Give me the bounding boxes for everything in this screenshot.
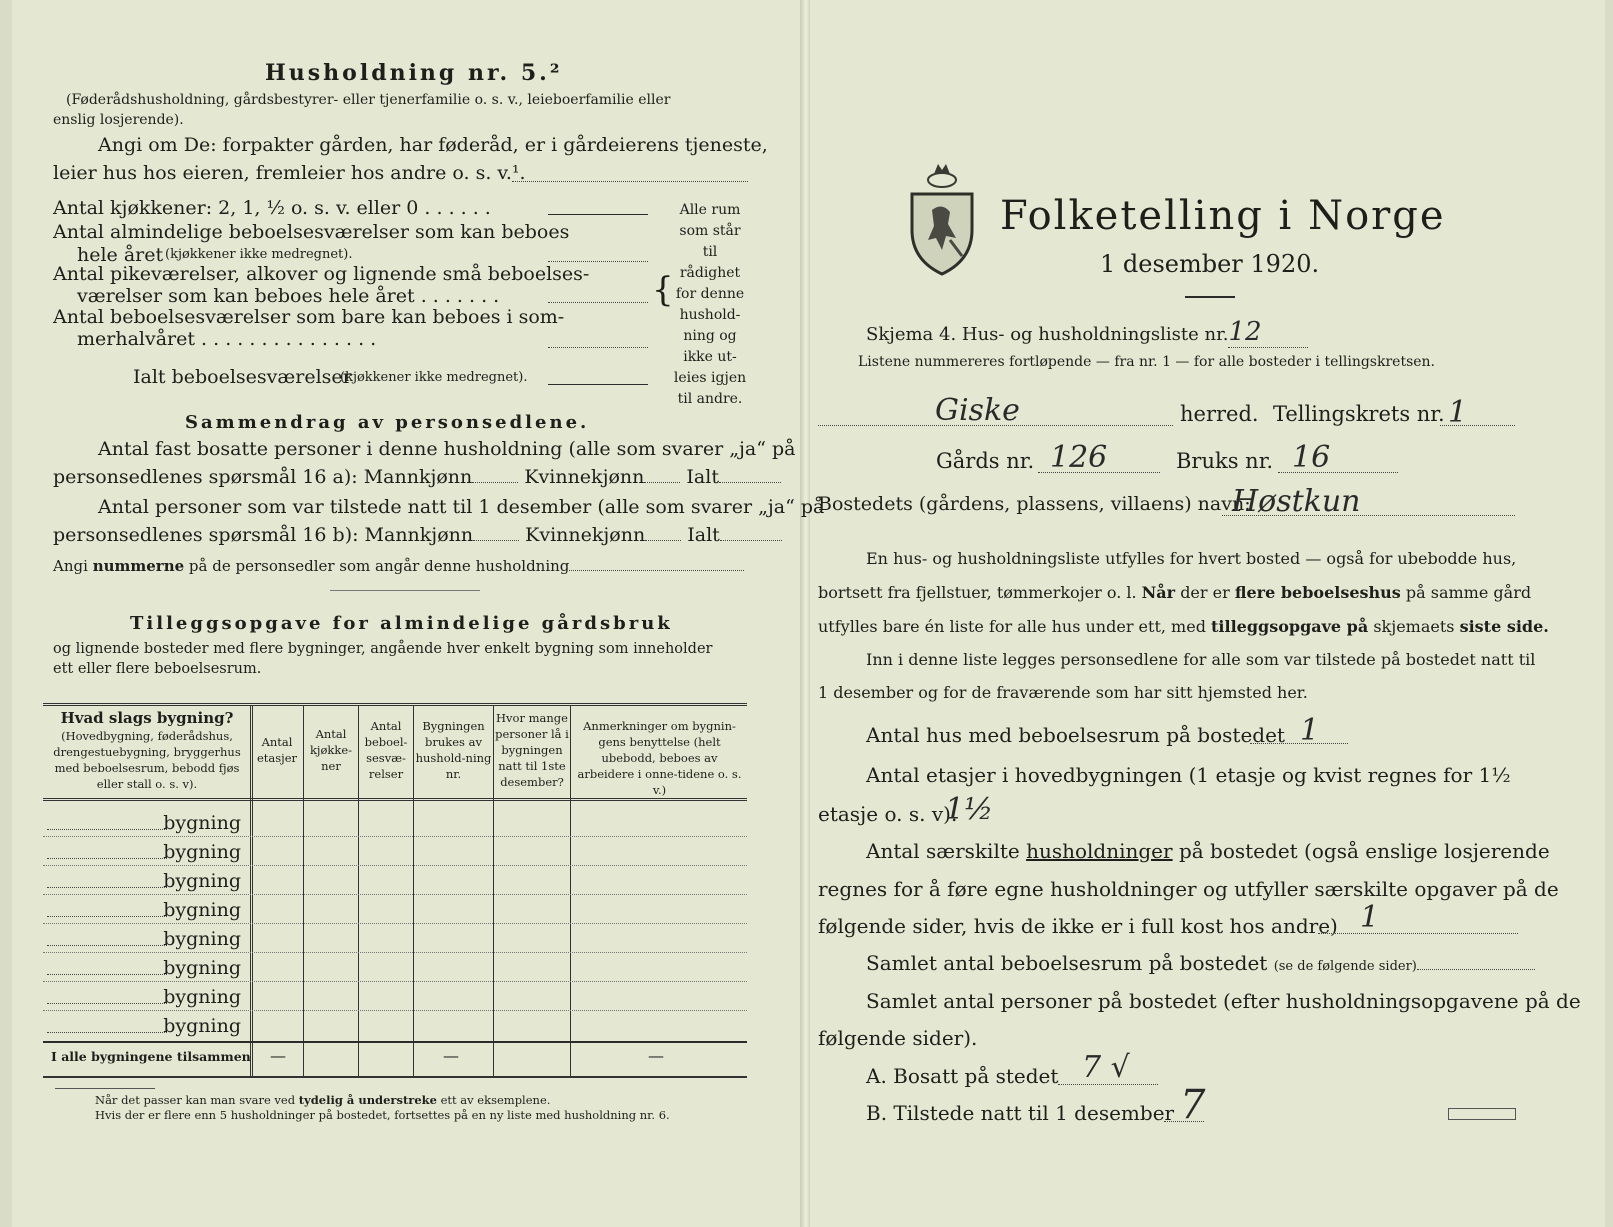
- q-rum-field[interactable]: [1417, 969, 1535, 970]
- rooms-ordinary: Antal almindelige beboelsesværelser som kan beboes: [53, 221, 570, 243]
- q-rum-text: Samlet antal beboelsesrum på bostedet: [866, 951, 1268, 975]
- herred-label: herred.: [1180, 402, 1259, 426]
- rooms-ordinary-note: (kjøkkener ikke medregnet).: [165, 247, 353, 262]
- b-field[interactable]: [1164, 1120, 1204, 1122]
- summary-1-kvinne-field[interactable]: [644, 482, 680, 483]
- building-row[interactable]: [43, 953, 247, 981]
- bracket-note-line: til andre.: [677, 391, 743, 407]
- tillegg-title: Tilleggsopgave for almindelige gårdsbruk: [130, 613, 673, 634]
- table-row-rule: [43, 981, 747, 982]
- bracket-note: [670, 200, 750, 410]
- angi-nummer-field[interactable]: [569, 570, 744, 571]
- summary-line-1a: Antal fast bosatte personer i denne husholdning (alle som svarer „ja“ på: [98, 438, 796, 460]
- header-building-type: [45, 708, 249, 792]
- para-2a: Inn i denne liste legges personsedlene for alle som var tilstede på bostedet natt til: [866, 650, 1536, 669]
- rooms-kitchens: Antal kjøkkener: 2, 1, ½ o. s. v. eller 0 . . . . . .: [53, 197, 491, 219]
- angi-line-1: Angi om De: forpakter gården, har føderåd, er i gårdeierens tjeneste,: [98, 134, 768, 156]
- q-pers-1: Samlet antal personer på bostedet (efter husholdningsopgavene på de: [866, 989, 1581, 1013]
- q-hush-1-post: på bostedet (også enslige losjerende: [1178, 839, 1550, 863]
- bostedets-field[interactable]: [1222, 514, 1515, 516]
- q-hush-3: følgende sider, hvis de ikke er i full kost hos andre): [818, 914, 1338, 938]
- bruks-label: Bruks nr.: [1176, 449, 1274, 473]
- summary-2-mann-field[interactable]: [473, 540, 519, 541]
- census-date: 1 desember 1920.: [1100, 250, 1320, 278]
- q-hus: Antal hus med beboelsesrum på bostedet: [866, 723, 1285, 747]
- gards-label: Gårds nr.: [936, 449, 1035, 473]
- angi-line-2: leier hus hos eieren, fremleier hos andre o. s. v.¹.: [53, 162, 526, 184]
- para-1c-bold-2: siste side.: [1459, 617, 1549, 636]
- skjema-line: [866, 317, 1308, 348]
- total-remarks-dash: —: [648, 1046, 664, 1065]
- building-row-label: bygning: [163, 841, 241, 863]
- q-etasjer-value[interactable]: 1½: [945, 792, 994, 827]
- table-row-rule: [43, 952, 747, 953]
- para-1a: En hus- og husholdningsliste utfylles for hvert bosted — også for ubebodde hus,: [866, 549, 1517, 568]
- para-1b-mid: der er: [1180, 583, 1230, 602]
- printer-stamp: [1448, 1108, 1516, 1120]
- building-row[interactable]: [43, 895, 247, 923]
- list-number-field[interactable]: 12: [1228, 317, 1308, 348]
- para-1c: [818, 617, 1549, 636]
- building-row-field[interactable]: [47, 945, 167, 946]
- q-hush-1: [866, 839, 1550, 863]
- building-row[interactable]: [43, 982, 247, 1010]
- header-persons: Hvor mange personer lå i bygningen natt til 1ste desember?: [495, 711, 569, 789]
- footnote-1-bold: tydelig å understreke: [298, 1093, 437, 1107]
- building-row-field[interactable]: [47, 916, 167, 917]
- footnote-1-pre: Når det passer kan man svare ved: [95, 1093, 296, 1107]
- household-heading: Husholdning nr. 5.²: [265, 60, 563, 86]
- header-building-title: Hvad slags bygning?: [60, 709, 234, 727]
- angi-nummer-bold: nummerne: [92, 557, 185, 575]
- table-row-rule: [43, 836, 747, 837]
- q-etasjer-1: Antal etasjer i hovedbygningen (1 etasje og kvist regnes for 1½: [866, 763, 1511, 787]
- footnote-2: Hvis der er flere enn 5 husholdninger på bostedet, fortsettes på en ny liste med husholdning nr. 6.: [95, 1108, 670, 1122]
- bostedets-value[interactable]: Høstkun: [1232, 484, 1361, 519]
- total-label: I alle bygningene tilsammen: [51, 1049, 251, 1064]
- para-1b: [818, 583, 1531, 602]
- herred-field[interactable]: [818, 424, 1173, 426]
- tillegg-line-2: ett eller flere beboelsesrum.: [53, 661, 262, 677]
- footnote-rule: [55, 1088, 155, 1089]
- summary-1b-text: personsedlenes spørsmål 16 a): Mannkjønn: [53, 466, 473, 488]
- summary-2-kvinne-field[interactable]: [645, 540, 681, 541]
- q-rum-small: (se de følgende sider): [1273, 959, 1417, 974]
- para-1b-post: på samme gård: [1405, 583, 1532, 602]
- a-value[interactable]: 7 √: [1082, 1050, 1130, 1085]
- rooms-ordinary-2: hele året: [77, 244, 164, 266]
- a-label: A. Bosatt på stedet: [866, 1064, 1059, 1088]
- summary-1-ialt-label: Ialt: [686, 466, 719, 488]
- bracket-note-line: Alle rum: [679, 202, 741, 218]
- building-row-label: bygning: [163, 986, 241, 1008]
- rooms-total: Ialt beboelsesværelser: [133, 366, 352, 388]
- building-row[interactable]: [43, 866, 247, 894]
- footnote-1: [95, 1093, 550, 1107]
- table-row-rule: [43, 923, 747, 924]
- table-header-rule: [43, 798, 747, 804]
- building-row[interactable]: [43, 837, 247, 865]
- gards-value[interactable]: 126: [1050, 440, 1108, 475]
- table-col-divider: [570, 706, 571, 1076]
- bostedets-label: Bostedets (gårdens, plassens, villaens) navn:: [818, 493, 1251, 515]
- summary-1-kvinne-label: Kvinnekjønn: [524, 466, 645, 488]
- rooms-maid-field[interactable]: [548, 301, 648, 303]
- bruks-field[interactable]: [1278, 471, 1398, 473]
- rooms-summer-field[interactable]: [548, 346, 648, 348]
- summary-2-ialt-field[interactable]: [720, 540, 782, 541]
- rooms-ordinary-field[interactable]: [548, 260, 648, 262]
- bruks-value[interactable]: 16: [1292, 440, 1331, 475]
- tellingskrets-value[interactable]: 1: [1448, 395, 1468, 430]
- rooms-total-field[interactable]: [548, 384, 648, 385]
- q-hush-field[interactable]: [1318, 932, 1518, 934]
- summary-2-ialt-label: Ialt: [687, 524, 720, 546]
- building-row-field[interactable]: [47, 887, 167, 888]
- building-row[interactable]: [43, 924, 247, 952]
- para-1b-bold-1: Når: [1141, 583, 1176, 602]
- bracket-note-line: leies igjen: [673, 370, 747, 386]
- q-etasjer-2: etasje o. s. v).: [818, 802, 958, 826]
- table-total-rule: [43, 1041, 747, 1043]
- building-row[interactable]: [43, 1011, 247, 1039]
- skjema-text: Skjema 4. Hus- og husholdningsliste nr.: [866, 324, 1229, 345]
- building-row-label: bygning: [163, 812, 241, 834]
- angi-nummer-pre: Angi: [53, 557, 88, 575]
- tellingskrets-label: Tellingskrets nr.: [1273, 402, 1445, 426]
- header-floors: Antal etasjer: [256, 735, 298, 765]
- rooms-kitchens-field[interactable]: [548, 214, 648, 215]
- angi-nummer-post: på de personsedler som angår denne husholdning: [188, 557, 570, 575]
- q-rum: [866, 951, 1535, 975]
- para-1c-mid: skjemaets: [1373, 617, 1455, 636]
- rooms-maid: Antal pikeværelser, alkover og lignende små beboelses-: [53, 263, 590, 285]
- building-row-field[interactable]: [47, 858, 167, 859]
- header-remarks: Anmerkninger om bygnin-gens benyttelse (helt ubebodd, beboes av arbeidere i onne-tidene o. s. v.): [577, 719, 742, 797]
- para-1c-bold-1: tilleggsopgave på: [1211, 617, 1369, 636]
- tellingskrets-field[interactable]: [1440, 424, 1515, 426]
- section-divider: [330, 590, 480, 591]
- building-row-field[interactable]: [47, 974, 167, 975]
- para-2b: 1 desember og for de fraværende som har sitt hjemsted her.: [818, 683, 1308, 702]
- building-row-label: bygning: [163, 1015, 241, 1037]
- b-label: B. Tilstede natt til 1 desember: [866, 1101, 1175, 1125]
- rooms-bracket: {: [652, 270, 674, 310]
- table-row-rule: [43, 865, 747, 866]
- summary-line-2b: [53, 524, 782, 546]
- q-hus-value[interactable]: 1: [1300, 713, 1320, 748]
- header-building-text: (Hovedbygning, føderådshus, drengestuebygning, bryggerhus med beboelsesrum, bebodd fjøs eller stall o. s. v).: [53, 729, 241, 791]
- para-1c-pre: utfylles bare én liste for alle hus under ett, med: [818, 617, 1206, 636]
- q-hush-1-underlined: husholdninger: [1026, 839, 1173, 863]
- household-intro-1: (Føderådshusholdning, gårdsbestyrer- eller tjenerfamilie o. s. v., leieboerfamilie eller: [66, 92, 671, 108]
- summary-2b-text: personsedlenes spørsmål 16 b): Mannkjønn: [53, 524, 474, 546]
- bracket-note-line: som står til: [679, 223, 741, 260]
- herred-value[interactable]: Giske: [935, 393, 1020, 428]
- rooms-summer-2: merhalvåret . . . . . . . . . . . . . . .: [77, 328, 377, 350]
- building-row-label: bygning: [163, 870, 241, 892]
- header-rooms: Antal beboel-sesvæ-relser: [364, 719, 408, 781]
- main-title: Folketelling i Norge: [1000, 193, 1446, 239]
- table-row-rule: [43, 1010, 747, 1011]
- bracket-note-line: rådighet: [679, 265, 741, 281]
- building-row-label: bygning: [163, 957, 241, 979]
- building-row-label: bygning: [163, 899, 241, 921]
- summary-line-1b: [53, 466, 781, 488]
- q-hus-field[interactable]: [1250, 742, 1348, 744]
- a-field[interactable]: [1058, 1083, 1158, 1085]
- coat-of-arms-icon: [906, 160, 978, 278]
- rooms-maid-2: værelser som kan beboes hele året . . . . . . .: [77, 285, 500, 307]
- q-hush-value[interactable]: 1: [1360, 900, 1380, 935]
- total-floors-dash: —: [270, 1046, 286, 1065]
- para-1b-pre: bortsett fra fjellstuer, tømmerkojer o. l.: [818, 583, 1137, 602]
- angi-nummerne: [53, 557, 744, 575]
- q-pers-2: følgende sider).: [818, 1026, 978, 1050]
- angi-answer-line[interactable]: [512, 180, 748, 182]
- q-hush-2: regnes for å føre egne husholdninger og utfyller særskilte opgaver på de: [818, 877, 1559, 901]
- summary-line-2a: Antal personer som var tilstede natt til 1 desember (alle som svarer „ja“ på: [98, 496, 825, 518]
- building-row-field[interactable]: [47, 1003, 167, 1004]
- bracket-note-line: ikke ut-: [683, 349, 737, 365]
- rooms-total-note: (kjøkkener ikke medregnet).: [340, 370, 528, 385]
- q-hush-1-pre: Antal særskilte: [866, 839, 1020, 863]
- household-intro-2: enslig losjerende).: [53, 112, 184, 128]
- listene-note: Listene nummereres fortløpende — fra nr. 1 — for alle bosteder i tellingskretsen.: [858, 354, 1436, 370]
- summary-1-mann-field[interactable]: [472, 482, 518, 483]
- summary-2-kvinne-label: Kvinnekjønn: [525, 524, 646, 546]
- b-value[interactable]: 7: [1180, 1082, 1206, 1128]
- bracket-note-line: hushold-: [679, 307, 741, 323]
- building-row-field[interactable]: [47, 829, 167, 830]
- building-row-field[interactable]: [47, 1032, 167, 1033]
- bracket-note-line: for denne: [675, 286, 745, 302]
- para-1b-bold-2: flere beboelseshus: [1234, 583, 1401, 602]
- building-row-label: bygning: [163, 928, 241, 950]
- footnote-1-post: ett av eksemplene.: [440, 1093, 551, 1107]
- summary-1-ialt-field[interactable]: [719, 482, 781, 483]
- summary-title: Sammendrag av personsedlene.: [185, 412, 590, 433]
- tillegg-line-1: og lignende bosteder med flere bygninger, angående hver enkelt bygning som inneholder: [53, 641, 713, 657]
- rooms-summer: Antal beboelsesværelser som bare kan beboes i som-: [53, 306, 565, 328]
- gards-field[interactable]: [1038, 471, 1160, 473]
- building-row[interactable]: [43, 808, 247, 836]
- table-row-rule: [43, 894, 747, 895]
- header-kitchens: Antal kjøkke-ner: [309, 727, 353, 773]
- bracket-note-line: ning og: [683, 328, 737, 344]
- total-household-dash: —: [443, 1046, 459, 1065]
- building-table: [43, 703, 747, 1078]
- header-household-nr: Bygningen brukes av hushold-ning nr.: [415, 719, 492, 781]
- title-divider: [1185, 296, 1235, 298]
